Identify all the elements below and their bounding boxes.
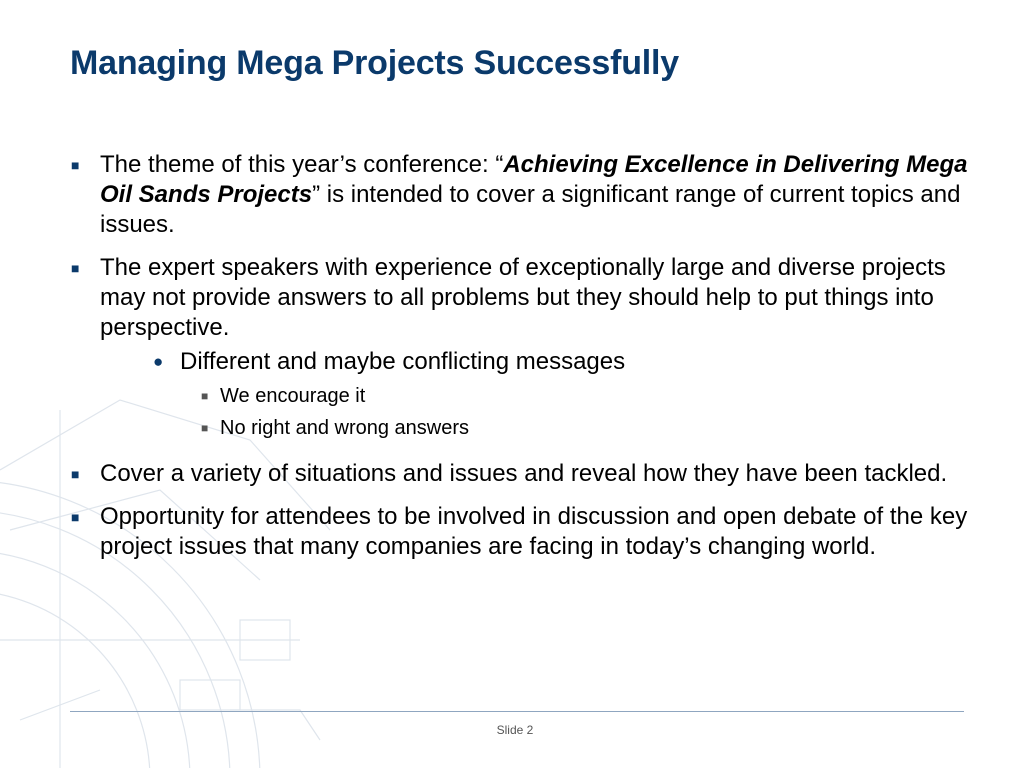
conference-theme-title: Achieving Excellence in Delivering Mega Oil Sands Projects	[100, 151, 968, 208]
bullet-theme-rest: ” is intended to cover a significant range of current topics and issues.	[100, 181, 961, 238]
sub-sub-bullet-no-right-wrong-text: No right and wrong answers	[220, 417, 470, 439]
round-bullet-icon: ●	[153, 352, 164, 371]
slide-body	[70, 150, 970, 575]
bullet-opportunity-text: Opportunity for attendees to be involved in discussion and open debate of the key project issues that many companies are facing in today’s changing world.	[100, 503, 968, 560]
sub-bullet-messages-text: Different and maybe conflicting messages	[180, 348, 626, 375]
bullet-speakers	[70, 253, 970, 441]
sub-sub-bullet-no-right-wrong	[100, 415, 970, 441]
bullet-speakers-text: The expert speakers with experience of exceptionally large and diverse projects may not provide answers to all problems but they should help to put things into perspective.	[100, 254, 946, 341]
sub-sub-bullet-encourage-text: We encourage it	[220, 385, 366, 407]
bullet-situations	[70, 459, 970, 489]
small-square-bullet-icon: ■	[201, 421, 209, 435]
bullet-situations-text: Cover a variety of situations and issues and reveal how they have been tackled.	[100, 460, 948, 487]
bullet-opportunity	[70, 502, 970, 562]
page-title: Managing Mega Projects Successfully	[70, 44, 679, 82]
square-bullet-icon: ■	[71, 466, 80, 482]
footer-divider	[70, 711, 964, 712]
bullet-theme	[70, 150, 970, 240]
square-bullet-icon: ■	[71, 509, 80, 525]
square-bullet-icon: ■	[71, 157, 80, 173]
slide-number: Slide 2	[496, 723, 534, 737]
square-bullet-icon: ■	[71, 260, 80, 276]
sub-bullet-messages	[100, 347, 970, 377]
small-square-bullet-icon: ■	[201, 389, 209, 403]
bullet-theme-intro: The theme of this year’s conference: “	[100, 151, 504, 178]
sub-sub-bullet-encourage	[100, 383, 970, 409]
